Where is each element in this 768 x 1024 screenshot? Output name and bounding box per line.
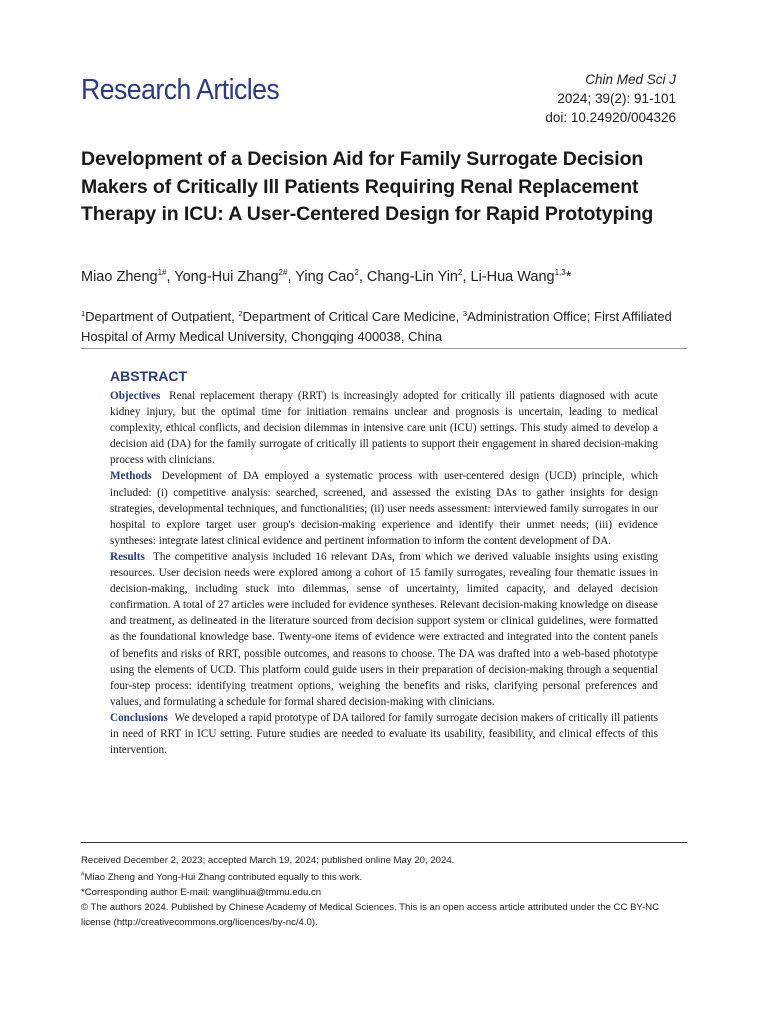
journal-name: Chin Med Sci J <box>585 72 676 87</box>
conclusions-text: We developed a rapid prototype of DA tailored for family surrogate decision makers of critically ill patients in need of RRT in ICU setting. Future studies are needed to evaluate its usability, feasibility, and clinical effects of this intervention. <box>110 711 658 757</box>
author-affiliation-marker: 1# <box>157 268 167 277</box>
affiliation-marker: 1 <box>81 309 86 318</box>
author-affiliation-marker: 2 <box>354 268 359 277</box>
author-name: Ying Cao <box>295 269 355 285</box>
footnote-divider <box>81 842 687 843</box>
abstract-objectives <box>110 388 658 468</box>
author-affiliation-marker: 2# <box>278 268 288 277</box>
author-separator: , <box>166 269 175 285</box>
abstract-conclusions <box>110 710 658 758</box>
section-label: Research Articles <box>81 74 280 106</box>
author-separator: , <box>287 269 296 285</box>
conclusions-label: Conclusions <box>110 711 168 724</box>
affiliation-text: Department of Critical Care Medicine, <box>242 309 463 324</box>
footnotes <box>81 853 691 930</box>
affiliation-marker: 3 <box>462 309 468 318</box>
volume-pages: 2024; 39(2): 91-101 <box>557 91 676 106</box>
author-name: Yong-Hui Zhang <box>174 269 279 285</box>
results-label: Results <box>110 550 145 563</box>
citation-block <box>545 70 676 127</box>
methods-text: Development of DA employed a systematic process with user-centered design (UCD) principle, which included: (i) competitive analysis: searched, screened, and assessed the existing DAs to gather insights for design strategies, developmental techniques, and functionalities; (ii) user needs assessment: interviewed family surrogates in our hospital to explore target user group's decision-making experience and identify their unmet needs; (iii) evidence syntheses: integrate latest clinical evidence and pertinent information to inform the content development of DA. <box>110 470 658 547</box>
abstract-results <box>110 549 658 710</box>
author-separator: * <box>565 269 572 285</box>
objectives-label: Objectives <box>110 390 161 402</box>
author-separator: , <box>462 269 471 285</box>
author-name: Chang-Lin Yin <box>366 269 458 285</box>
article-title: Development of a Decision Aid for Family Surrogate Decision Makers of Critically Ill Patients Requiring Renal Replacement Therapy in ICU: A User-Centered Design for Rapid Prototyping <box>81 148 654 225</box>
abstract-methods <box>110 468 658 548</box>
author-affiliation-marker: 2 <box>457 268 463 277</box>
methods-label: Methods <box>110 470 152 483</box>
affiliation-list <box>81 304 681 347</box>
abstract-heading: ABSTRACT <box>110 368 187 384</box>
author-name: Miao Zheng <box>81 269 158 285</box>
license-note: © The authors 2024. Published by Chinese Academy of Medical Sciences. This is an open access article attributed under the CC BY-NC license (http://creativecommons.org/licences/by-nc/4.0). <box>81 902 660 928</box>
equal-contribution-note: #Miao Zheng and Yong-Hui Zhang contributed equally to this work. <box>81 872 363 883</box>
abstract-section <box>110 368 658 758</box>
objectives-text: Renal replacement therapy (RRT) is increasingly adopted for critically ill patients diagnosed with acute kidney injury, but the optimal time for initiation remains unclear and prognosis is uncertain, leading to medical complexity, ethical conflicts, and decision dilemmas in intensive care unit (ICU) settings. This study aimed to develop a decision aid (DA) for the family surrogate of critically ill patients to support their engagement in shared decision-making process with clinicians. <box>110 390 658 467</box>
header-divider <box>81 348 687 349</box>
affiliation-text: Department of Outpatient, <box>85 309 239 324</box>
equal-contribution-marker: # <box>81 872 85 878</box>
doi-text[interactable]: doi: 10.24920/004326 <box>545 110 676 125</box>
affiliation-marker: 2 <box>238 309 243 318</box>
author-list <box>81 268 701 285</box>
dates-note: Received December 2, 2023; accepted March 19, 2024; published online May 20, 2024. <box>81 855 455 866</box>
affiliation-text: Administration Office; First Affiliated Hospital of Army Medical University, Chongqing 400038, China <box>81 309 672 344</box>
author-name: Li-Hua Wang <box>470 269 555 285</box>
author-separator: , <box>358 269 367 285</box>
corresponding-author-note[interactable]: *Corresponding author E-mail: wanglihua@tmmu.edu.cn <box>81 887 322 898</box>
author-affiliation-marker: 1,3 <box>554 268 566 277</box>
results-text: The competitive analysis included 16 relevant DAs, from which we derived valuable insights using existing resources. User decision needs were explored among a cohort of 15 family surrogates, revealing four thematic issues in decision-making, including stuck into dilemmas, sense of uncertainty, limited capacity, and delayed decision confirmation. A total of 27 articles were included for evidence syntheses. Relevant decision-making knowledge on disease and treatment, as delineated in the literature sourced from decision support system or clinical guidelines, were formatted as the foundational knowledge base. Twenty-one items of evidence were extracted and integrated into the content panels of benefits and risks of RRT, possible outcomes, and reasons to choose. The DA was drafted into a web-based phototype using the elements of UCD. This platform could guide users in their preparation of decision-making through a sequential four-step process: identifying treatment options, weighing the benefits and risks, clarifying personal preferences and values, and formulating a schedule for formal shared decision-making with clinicians. <box>110 550 658 708</box>
